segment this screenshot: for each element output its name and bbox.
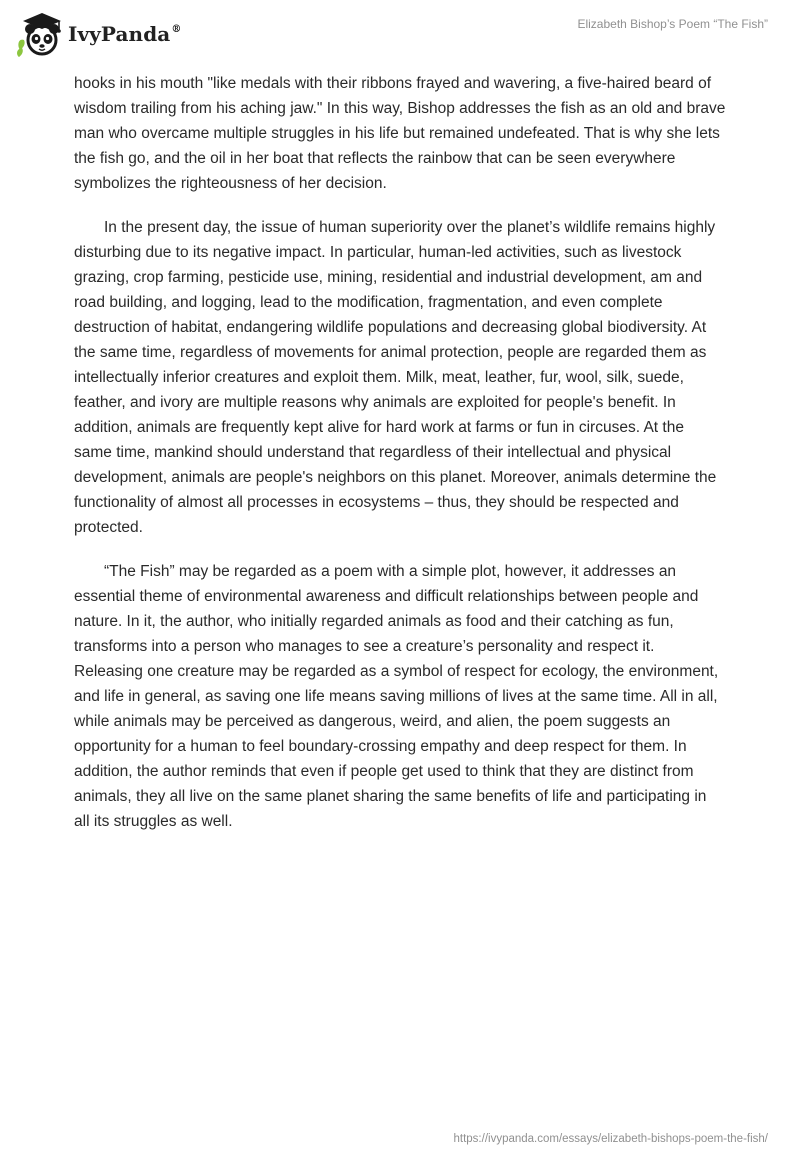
registered-mark: ®: [171, 24, 182, 35]
page-header: [0, 0, 800, 68]
paragraph-continuation: hooks in his mouth "like medals with their ribbons frayed and wavering, a five-haired beard of wisdom trailing from his aching jaw." In this way, Bishop addresses the fish as an old and brave man who overcame multiple struggles in his life but remained undefeated. That is why she lets the fish go, and the oil in her boat that reflects the rainbow that can be seen everywhere symbolizes the righteousness of her decision.: [74, 75, 726, 192]
paragraph-human-superiority: In the present day, the issue of human superiority over the planet’s wildlife remains highly disturbing due to its negative impact. In particular, human-led activities, such as livestock grazing, crop farming, pesticide use, mining, residential and industrial development, am and road building, and logging, lead to the modification, fragmentation, and even complete destruction of habitat, endangering wildlife populations and decreasing global biodiversity. At the same time, regardless of movements for animal protection, people are regarded them as intellectually inferior creatures and exploit them. Milk, meat, leather, fur, wool, silk, suede, feather, and ivory are multiple reasons why animals are exploited for people's benefit. In addition, animals are frequently kept alive for hard work at farms or fun in circuses. At the same time, mankind should understand that regardless of their intellectual and physical development, animals are people's neighbors on this planet. Moreover, animals determine the functionality of almost all processes in ecosystems – thus, they should be respected and protected.: [74, 219, 717, 536]
ivypanda-logo[interactable]: [14, 8, 181, 60]
paragraph-conclusion: “The Fish” may be regarded as a poem with a simple plot, however, it addresses an essential theme of environmental awareness and difficult relationships between people and nature. In it, the author, who initially regarded animals as food and their catching as fun, transforms into a person who manages to see a creature’s personality and respect it. Releasing one creature may be regarded as a symbol of respect for ecology, the environment, and life in general, as saving one life means saving millions of lives at the same time. All in all, while animals may be perceived as dangerous, weird, and alien, the poem suggests an opportunity for a human to feel boundary-crossing empathy and deep respect for them. In addition, the author reminds that even if people get used to think that they are distinct from animals, they all live on the same planet sharing the same benefits of life and participating in all its struggles as well.: [74, 563, 719, 830]
running-title: Elizabeth Bishop’s Poem “The Fish”: [577, 17, 768, 31]
essay-body: [74, 71, 726, 853]
brand-name-text: IvyPanda: [68, 22, 171, 46]
panda-graduation-cap-logo-icon: [14, 8, 66, 60]
source-url[interactable]: https://ivypanda.com/essays/elizabeth-bishops-poem-the-fish/: [453, 1133, 768, 1145]
brand-name: [68, 22, 181, 46]
